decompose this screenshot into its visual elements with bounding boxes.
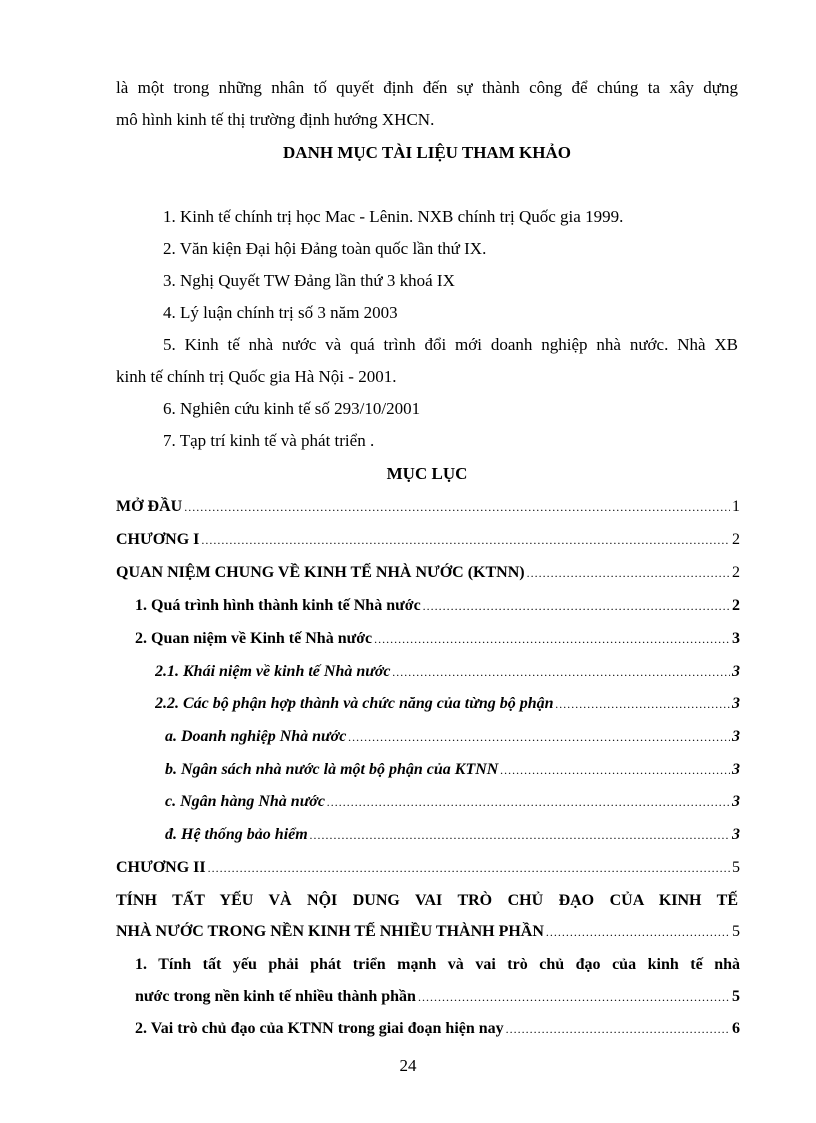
reference-item-5-cont: kinh tế chính trị Quốc gia Hà Nội - 2001. xyxy=(116,367,397,386)
toc-entry-page: 3 xyxy=(732,728,740,745)
intro-line-1: là một trong những nhân tố quyết định đến sự thành công để chúng ta xây dựng xyxy=(116,78,738,97)
toc-dot-leader xyxy=(423,596,730,616)
toc-entry-page: 2 xyxy=(732,597,740,614)
toc-entry-chuong-1[interactable] xyxy=(116,530,740,550)
toc-entry-text: CHƯƠNG I xyxy=(116,531,200,548)
toc-entry-text: NHÀ NƯỚC TRONG NỀN KINH TẾ NHIỀU THÀNH PHẦN xyxy=(116,923,544,940)
toc-entry-text: 2. Vai trò chủ đạo của KTNN trong giai đoạn hiện nay xyxy=(135,1020,504,1037)
reference-item-1: 1. Kinh tế chính trị học Mac - Lênin. NXB chính trị Quốc gia 1999. xyxy=(163,207,624,226)
toc-entry-tinh-tat-yeu-line-1[interactable]: TÍNH TẤT YẾU VÀ NỘI DUNG VAI TRÒ CHỦ ĐẠO CỦA KINH TẾ xyxy=(116,892,738,909)
toc-dot-leader xyxy=(348,727,730,747)
toc-entry-mo-dau[interactable] xyxy=(116,497,740,517)
toc-entry-2-vai-tro[interactable] xyxy=(135,1019,740,1039)
reference-item-7: 7. Tạp trí kinh tế và phát triển . xyxy=(163,431,375,450)
toc-dot-leader xyxy=(506,1019,730,1039)
toc-entry-text: 2. Quan niệm về Kinh tế Nhà nước xyxy=(135,630,373,647)
toc-entry-1-qua-trinh[interactable] xyxy=(135,596,740,616)
toc-title: MỤC LỤC xyxy=(386,464,468,483)
toc-entry-page: 3 xyxy=(732,663,740,680)
toc-dot-leader xyxy=(527,563,730,583)
toc-entry-chuong-2[interactable] xyxy=(116,858,740,878)
toc-dot-leader xyxy=(393,662,730,682)
toc-entry-page: 1 xyxy=(732,498,740,515)
reference-item-2: 2. Văn kiện Đại hội Đảng toàn quốc lần thứ IX. xyxy=(163,239,487,258)
toc-entry-b[interactable] xyxy=(165,760,740,780)
toc-entry-page: 3 xyxy=(732,826,740,843)
toc-dot-leader xyxy=(556,694,730,714)
reference-item-6: 6. Nghiên cứu kinh tế số 293/10/2001 xyxy=(163,399,421,418)
toc-entry-tinh-tat-yeu-line-2[interactable] xyxy=(116,922,740,942)
page-number: 24 xyxy=(399,1056,417,1075)
toc-entry-quan-niem-chung[interactable] xyxy=(116,563,740,583)
reference-item-4: 4. Lý luận chính trị số 3 năm 2003 xyxy=(163,303,398,322)
toc-entry-c[interactable] xyxy=(165,792,740,812)
toc-entry-text: MỞ ĐẦU xyxy=(116,498,183,515)
toc-dot-leader xyxy=(500,760,730,780)
reference-item-3: 3. Nghị Quyết TW Đảng lần thứ 3 khoá IX xyxy=(163,271,455,290)
toc-entry-page: 2 xyxy=(732,531,740,548)
toc-entry-text: 2.1. Khái niệm về kinh tế Nhà nước xyxy=(155,663,391,680)
toc-entry-text: 1. Quá trình hình thành kinh tế Nhà nước xyxy=(135,597,421,614)
toc-entry-text: đ. Hệ thống bảo hiểm xyxy=(165,826,308,843)
toc-entry-page: 3 xyxy=(732,695,740,712)
toc-entry-page: 3 xyxy=(732,793,740,810)
toc-entry-text: nước trong nền kinh tế nhiều thành phần xyxy=(135,988,416,1005)
toc-entry-2-quan-niem[interactable] xyxy=(135,629,740,649)
toc-entry-text: CHƯƠNG II xyxy=(116,859,206,876)
toc-entry-d[interactable] xyxy=(165,825,740,845)
toc-dot-leader xyxy=(327,792,730,812)
toc-dot-leader xyxy=(310,825,730,845)
toc-dot-leader xyxy=(418,987,730,1007)
references-title: DANH MỤC TÀI LIỆU THAM KHẢO xyxy=(283,143,571,162)
toc-entry-a[interactable] xyxy=(165,727,740,747)
reference-item-5: 5. Kinh tế nhà nước và quá trình đổi mới doanh nghiệp nhà nước. Nhà XB xyxy=(163,335,738,354)
toc-dot-leader xyxy=(208,858,730,878)
toc-entry-1-tinh-tat-yeu-line-1[interactable]: 1. Tính tất yếu phải phát triển mạnh và vai trò chủ đạo của kinh tế nhà xyxy=(135,956,740,973)
toc-entry-text: c. Ngân hàng Nhà nước xyxy=(165,793,325,810)
toc-entry-text: b. Ngân sách nhà nước là một bộ phận của KTNN xyxy=(165,761,499,778)
toc-entry-text: a. Doanh nghiệp Nhà nước xyxy=(165,728,347,745)
toc-entry-2-2[interactable] xyxy=(155,694,740,714)
toc-dot-leader xyxy=(184,497,730,517)
toc-entry-page: 2 xyxy=(732,564,740,581)
toc-entry-text: 2.2. Các bộ phận hợp thành và chức năng của từng bộ phận xyxy=(155,695,554,712)
toc-entry-text: QUAN NIỆM CHUNG VỀ KINH TẾ NHÀ NƯỚC (KTNN) xyxy=(116,564,525,581)
toc-entry-page: 5 xyxy=(732,859,740,876)
toc-entry-page: 3 xyxy=(732,761,740,778)
toc-entry-page: 5 xyxy=(732,988,740,1005)
toc-entry-page: 5 xyxy=(732,923,740,940)
toc-dot-leader xyxy=(546,922,730,942)
toc-entry-1-tinh-tat-yeu-line-2[interactable] xyxy=(135,987,740,1007)
toc-entry-2-1[interactable] xyxy=(155,662,740,682)
toc-dot-leader xyxy=(201,530,730,550)
intro-line-2: mô hình kinh tế thị trường định hướng XHCN. xyxy=(116,110,435,129)
toc-dot-leader xyxy=(374,629,730,649)
toc-entry-page: 3 xyxy=(732,630,740,647)
toc-entry-page: 6 xyxy=(732,1020,740,1037)
